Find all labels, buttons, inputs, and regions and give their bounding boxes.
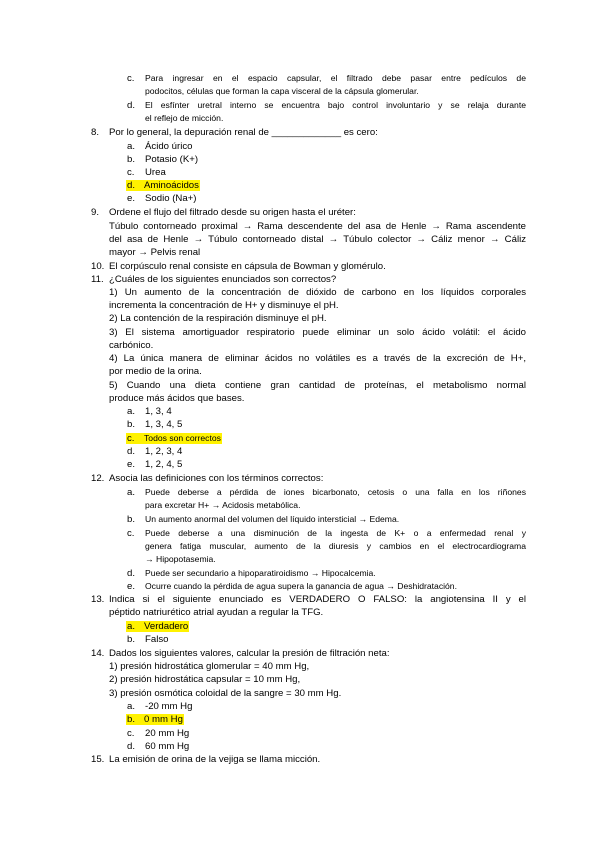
option-text: Verdadero: [144, 621, 189, 632]
option-text: Puede deberse a una disminución de la ingesta de K+ o a enfermedad renal y: [145, 528, 526, 538]
option-text: 0 mm Hg: [144, 714, 183, 725]
option-text: -20 mm Hg: [145, 701, 193, 712]
statement-line: carbónico.: [109, 340, 154, 351]
option-text: Para ingresar en el espacio capsular, el filtrado debe pasar entre pedículos de: [145, 73, 526, 83]
option-text: Sodio (Na+): [145, 193, 197, 204]
option-marker: e.: [127, 459, 136, 470]
question-number: 12.: [91, 473, 105, 484]
option-text: 60 mm Hg: [145, 741, 190, 752]
answer-line: mayor → Pelvis renal: [109, 247, 201, 258]
option-text: 1, 2, 3, 4: [145, 446, 183, 457]
question-text: Por lo general, la depuración renal de _____________ es cero:: [109, 127, 378, 138]
statement-line: 2) La contención de la respiración disminuye el pH.: [109, 313, 327, 324]
value-line: 3) presión osmótica coloidal de la sangre = 30 mm Hg.: [109, 688, 342, 699]
option-text: Potasio (K+): [145, 154, 199, 165]
option-marker: b.: [127, 514, 136, 525]
highlighted-answer: [126, 432, 222, 445]
option-marker: a.: [127, 141, 136, 152]
question-number: 14.: [91, 648, 105, 659]
option-marker: d.: [127, 180, 136, 191]
option-marker: c.: [127, 433, 135, 444]
statement-line: 3) El sistema amortiguador respiratorio puede eliminar un solo ácido volátil: el ácido: [109, 327, 526, 338]
option-marker: d.: [127, 446, 136, 457]
question-text: ¿Cuáles de los siguientes enunciados son correctos?: [109, 274, 337, 285]
option-text: Urea: [145, 167, 166, 178]
option-text: Un aumento anormal del volumen del líquido intersticial → Edema.: [145, 514, 400, 524]
question-text: La emisión de orina de la vejiga se llama micción.: [109, 754, 321, 765]
highlighted-answer: [126, 179, 200, 192]
answer-line: Túbulo contorneado proximal → Rama descendente del asa de Henle → Rama ascendente: [109, 221, 526, 232]
statement-line: por medio de la orina.: [109, 366, 202, 377]
value-line: 2) presión hidrostática capsular = 10 mm Hg,: [109, 674, 301, 685]
option-marker: d.: [127, 568, 136, 579]
highlighted-answer: [126, 620, 189, 633]
option-marker: d.: [127, 100, 136, 111]
question-number: 10.: [91, 261, 105, 272]
question-number: 8.: [91, 127, 100, 138]
option-marker: c.: [127, 167, 135, 178]
question-text: Asocia las definiciones con los términos correctos:: [109, 473, 324, 484]
question-text: Dados los siguientes valores, calcular la presión de filtración neta:: [109, 648, 390, 659]
option-marker: a.: [127, 621, 136, 632]
option-text: 1, 2, 4, 5: [145, 459, 183, 470]
option-marker: e.: [127, 193, 136, 204]
answer-line: del asa de Henle → Túbulo contorneado distal → Túbulo colector → Cáliz menor → Cáliz: [109, 234, 526, 245]
option-marker: a.: [127, 701, 136, 712]
statement-line: produce más ácidos que bases.: [109, 393, 245, 404]
option-marker: c.: [127, 728, 135, 739]
question-number: 9.: [91, 207, 100, 218]
option-text: 1, 3, 4, 5: [145, 419, 183, 430]
option-text: Falso: [145, 634, 169, 645]
option-marker: b.: [127, 419, 136, 430]
question-number: 15.: [91, 754, 105, 765]
option-marker: a.: [127, 406, 136, 417]
option-text: Ocurre cuando la pérdida de agua supera la ganancia de agua → Deshidratación.: [145, 581, 457, 591]
option-text: Puede deberse a pérdida de iones bicarbonato, cetosis o una falla en los riñones: [145, 487, 526, 497]
statement-line: 4) La única manera de eliminar ácidos no volátiles es a través de la excreción de H+,: [109, 353, 526, 364]
option-text: podocitos, células que forman la capa visceral de la cápsula glomerular.: [145, 86, 419, 96]
statement-line: 1) Un aumento de la concentración de dióxido de carbono en los líquidos corporales: [109, 287, 526, 298]
option-text: 1, 3, 4: [145, 406, 172, 417]
option-text: Todos son correctos: [144, 433, 221, 443]
option-marker: c.: [127, 528, 135, 539]
highlighted-answer: [126, 713, 184, 726]
option-text: el reflejo de micción.: [145, 113, 224, 123]
option-text: 20 mm Hg: [145, 728, 190, 739]
value-line: 1) presión hidrostática glomerular = 40 mm Hg,: [109, 661, 310, 672]
statement-line: incrementa la concentración de H+ y disminuye el pH.: [109, 300, 339, 311]
option-marker: b.: [127, 634, 136, 645]
option-text: Ácido úrico: [145, 141, 193, 152]
question-text: Ordene el flujo del filtrado desde su origen hasta el uréter:: [109, 207, 356, 218]
option-marker: a.: [127, 487, 136, 498]
option-marker: c.: [127, 73, 135, 84]
question-number: 11.: [91, 274, 104, 285]
option-text: para excretar H+ → Acidosis metabólica.: [145, 500, 301, 510]
option-marker: b.: [127, 154, 136, 165]
option-text: El esfínter uretral interno se encuentra bajo control involuntario y se relaja durante: [145, 100, 526, 110]
option-marker: b.: [127, 714, 136, 725]
option-marker: e.: [127, 581, 136, 592]
question-text: Indica si el siguiente enunciado es VERDADERO O FALSO: la angiotensina II y el: [109, 594, 526, 605]
statement-line: 5) Cuando una dieta contiene gran cantidad de proteínas, el metabolismo normal: [109, 380, 526, 391]
option-marker: d.: [127, 741, 136, 752]
option-text: Aminoácidos: [144, 180, 199, 191]
option-text: genera fatiga muscular, aumento de la diuresis y cambios en el electrocardiograma: [145, 541, 526, 551]
question-number: 13.: [91, 594, 105, 605]
question-text: El corpúsculo renal consiste en cápsula de Bowman y glomérulo.: [109, 261, 386, 272]
option-text: → Hipopotasemia.: [145, 554, 216, 564]
option-text: Puede ser secundario a hipoparatiroidismo → Hipocalcemia.: [145, 568, 376, 578]
question-text: péptido natriurético atrial ayudan a regular la TFG.: [109, 607, 324, 618]
